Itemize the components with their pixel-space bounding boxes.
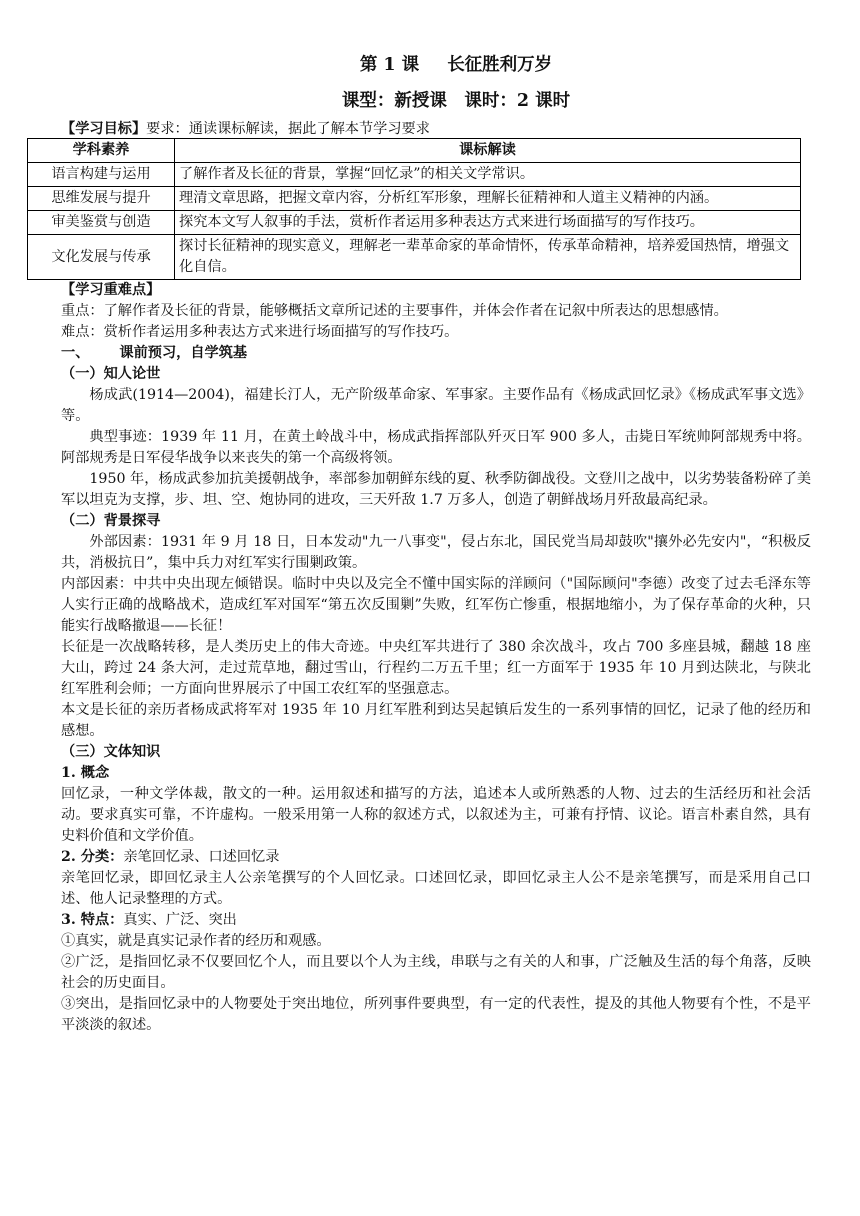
table-cell-key: 文化发展与传承 — [28, 235, 175, 280]
lesson-number: 第 1 课 — [359, 55, 420, 75]
table-cell-value: 了解作者及长征的背景，掌握“回忆录”的相关文学常识。 — [175, 163, 801, 187]
paragraph: 外部因素：1931 年 9 月 18 日，日本发动"九一八事变"，侵占东北，国民党当局却鼓吹"攘外必先安内"，“积极反共，消极抗日”，集中兵力对红军实行围剿政策。 — [61, 534, 811, 571]
table-row — [28, 235, 801, 280]
table-row — [28, 163, 801, 187]
table-cell-key: 审美鉴赏与创造 — [28, 211, 175, 235]
section-heading — [61, 343, 811, 364]
keypoints-difficulty: 难点：赏析作者运用多种表达方式来进行场面描写的写作技巧。 — [61, 324, 459, 340]
table-cell-value: 理清文章思路，把握文章内容，分析红军形象，理解长征精神和人道主义精神的内涵。 — [175, 187, 801, 211]
subsection-heading: （三）文体知识 — [61, 744, 161, 760]
subsection-heading: （一）知人论世 — [61, 366, 161, 382]
table-header-cell: 课标解读 — [175, 139, 801, 163]
table-row — [28, 187, 801, 211]
goals-table — [27, 138, 801, 280]
document-page — [51, 52, 812, 1036]
section-number: 一、 — [61, 345, 90, 361]
paragraph: 1950 年，杨成武参加抗美援朝战争，率部参加朝鲜东线的夏、秋季防御战役。文登川之战中，以劣势装备粉碎了美军以坦克为支撑，步、坦、空、炮协同的进攻，三天歼敌 1.7 万多人，创造了朝鲜战场月歼敌最高纪录。 — [61, 471, 812, 508]
keypoints-heading: 【学习重难点】 — [61, 282, 161, 298]
paragraph: 长征是一次战略转移，是人类历史上的伟大奇迹。中央红军共进行了 380 余次战斗，攻占 700 多座县城，翻越 18 座大山，跨过 24 条大河，走过荒草地，翻过雪山，行程约二万五千里；红一方面军于 1935 年 10 月到达陕北，与陕北红军胜利会师；一方面向世界展示了中国工农红军的坚强意志。 — [61, 639, 811, 697]
subsection-heading: （二）背景探寻 — [61, 513, 161, 529]
goals-line — [61, 120, 811, 138]
page-title — [61, 52, 811, 78]
item-heading: 1. 概念 — [61, 765, 110, 781]
item-value: 真实、广泛、突出 — [123, 912, 237, 928]
item-heading-line — [61, 910, 811, 931]
paragraph: 杨成武(1914—2004)，福建长汀人，无产阶级革命家、军事家。主要作品有《杨成武回忆录》《杨成武军事文选》等。 — [61, 387, 811, 424]
table-cell-key: 语言构建与运用 — [28, 163, 175, 187]
table-cell-value: 探讨长征精神的现实意义，理解老一辈革命家的革命情怀，传承革命精神，培养爱国热情，增强文化自信。 — [175, 235, 801, 280]
paragraph: 回忆录，一种文学体裁，散文的一种。运用叙述和描写的方法，追述本人或所熟悉的人物、过去的生活经历和社会活动。要求真实可靠，不许虚构。一般采用第一人称的叙述方式，以叙述为主，可兼有抒情、议论。语言朴素自然，具有史料价值和文学价值。 — [61, 786, 811, 844]
list-item: ③突出，是指回忆录中的人物要处于突出地位，所列事件要典型，有一定的代表性，提及的其他人物要有个性，不是平平淡淡的叙述。 — [61, 996, 811, 1033]
table-row — [28, 211, 801, 235]
item-heading: 2. 分类： — [61, 849, 124, 865]
table-header-cell: 学科素养 — [28, 139, 175, 163]
item-heading-line — [61, 847, 811, 868]
table-header-row — [28, 139, 801, 163]
paragraph: 本文是长征的亲历者杨成武将军对 1935 年 10 月红军胜利到达吴起镇后发生的一系列事情的回忆，记录了他的经历和感想。 — [61, 702, 811, 739]
goals-heading: 【学习目标】 — [61, 121, 147, 137]
table-cell-key: 思维发展与提升 — [28, 187, 175, 211]
list-item: ①真实，就是真实记录作者的经历和观感。 — [61, 933, 331, 949]
page-subtitle: 课型：新授课 课时：2 课时 — [341, 91, 571, 111]
goals-requirement: 要求：通读课标解读，据此了解本节学习要求 — [146, 121, 430, 137]
item-value: 亲笔回忆录、口述回忆录 — [123, 849, 280, 865]
paragraph: 内部因素：中共中央出现左倾错误。临时中央以及完全不懂中国实际的洋顾问（"国际顾问"李德）改变了过去毛泽东等人实行正确的战略战术，造成红军对国军“第五次反围剿”失败，红军伤亡惨重，根据地缩小，为了保存革命的火种，只能实行战略撤退——长征！ — [61, 576, 811, 634]
list-item: ②广泛，是指回忆录不仅要回忆个人，而且要以个人为主线，串联与之有关的人和事，广泛触及生活的每个角落，反映社会的历史面目。 — [61, 954, 811, 991]
section-title: 课前预习，自学筑基 — [119, 345, 248, 361]
paragraph: 亲笔回忆录，即回忆录主人公亲笔撰写的个人回忆录。口述回忆录，即回忆录主人公不是亲笔撰写，而是采用自己口述、他人记录整理的方式。 — [61, 870, 811, 907]
item-heading: 3. 特点： — [61, 912, 124, 928]
table-cell-value: 探究本文写人叙事的手法，赏析作者运用多种表达方式来进行场面描写的写作技巧。 — [175, 211, 801, 235]
paragraph: 典型事迹：1939 年 11 月，在黄土岭战斗中，杨成武指挥部队歼灭日军 900 多人，击毙日军统帅阿部规秀中将。阿部规秀是日军侵华战争以来丧失的第一个高级将领。 — [61, 429, 811, 466]
keypoints-focus: 重点：了解作者及长征的背景，能够概括文章所记述的主要事件，并体会作者在记叙中所表达的思想感情。 — [61, 303, 728, 319]
lesson-name: 长征胜利万岁 — [447, 55, 553, 75]
